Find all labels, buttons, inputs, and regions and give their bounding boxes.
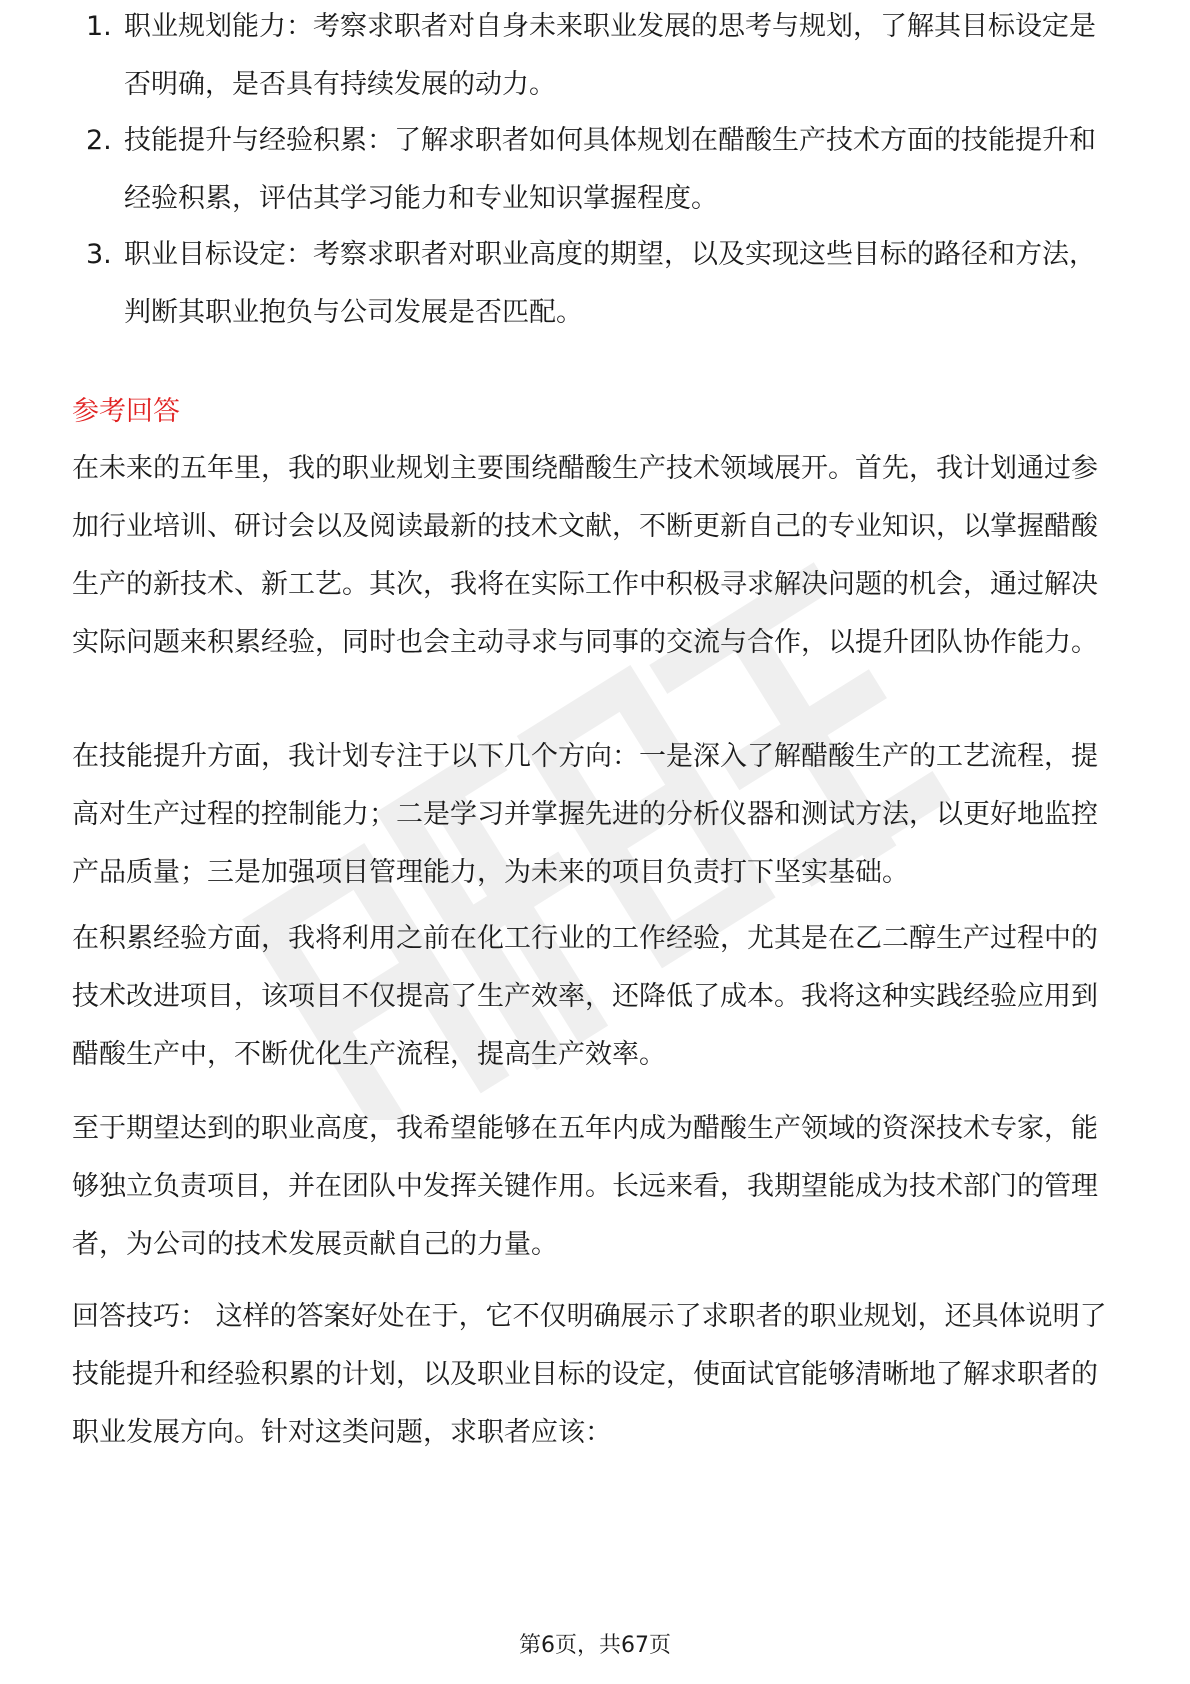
- answer-paragraph: 在积累经验方面，我将利用之前在化工行业的工作经验，尤其是在乙二醇生产过程中的技术改进项目，该项目不仅提高了生产效率，还降低了成本。我将这种实践经验应用到醋酸生产中，不断优化生产流程，提高生产效率。: [72, 923, 1098, 1070]
- answer-paragraph: 在技能提升方面，我计划专注于以下几个方向：一是深入了解醋酸生产的工艺流程，提高对生产过程的控制能力；二是学习并掌握先进的分析仪器和测试方法，以更好地监控产品质量；三是加强项目管理能力，为未来的项目负责打下坚实基础。: [72, 741, 1098, 888]
- list-item-number: 2.: [86, 125, 112, 156]
- list-item-text: 职业目标设定：考察求职者对职业高度的期望，以及实现这些目标的路径和方法，判断其职业抱负与公司发展是否匹配。: [124, 239, 1096, 328]
- list-item: [72, 112, 1120, 228]
- page-number: 第6页，共67页: [519, 1633, 671, 1658]
- list-item-number: 1.: [86, 11, 112, 42]
- list-item-number: 3.: [86, 239, 112, 270]
- evaluation-criteria-list: [72, 11, 1120, 374]
- list-item: [72, 226, 1120, 342]
- list-item-text: 技能提升与经验积累：了解求职者如何具体规划在醋酸生产技术方面的技能提升和经验积累，评估其学习能力和专业知识掌握程度。: [124, 125, 1096, 214]
- answer-paragraph: 至于期望达到的职业高度，我希望能够在五年内成为醋酸生产领域的资深技术专家，能够独立负责项目，并在团队中发挥关键作用。长远来看，我期望能成为技术部门的管理者，为公司的技术发展贡献自己的力量。: [72, 1113, 1098, 1260]
- section-heading: 参考回答: [72, 396, 180, 427]
- answer-paragraph: 在未来的五年里，我的职业规划主要围绕醋酸生产技术领域展开。首先，我计划通过参加行业培训、研讨会以及阅读最新的技术文献，不断更新自己的专业知识，以掌握醋酸生产的新技术、新工艺。其次，我将在实际工作中积极寻求解决问题的机会，通过解决实际问题来积累经验，同时也会主动寻求与同事的交流与合作，以提升团队协作能力。: [72, 453, 1098, 658]
- list-item: [72, 0, 1120, 114]
- list-item-text: 职业规划能力：考察求职者对自身未来职业发展的思考与规划，了解其目标设定是否明确，是否具有持续发展的动力。: [124, 11, 1096, 100]
- tips-paragraph: 回答技巧： 这样的答案好处在于，它不仅明确展示了求职者的职业规划，还具体说明了技能提升和经验积累的计划，以及职业目标的设定，使面试官能够清晰地了解求职者的职业发展方向。针对这类问题，求职者应该：: [72, 1301, 1107, 1448]
